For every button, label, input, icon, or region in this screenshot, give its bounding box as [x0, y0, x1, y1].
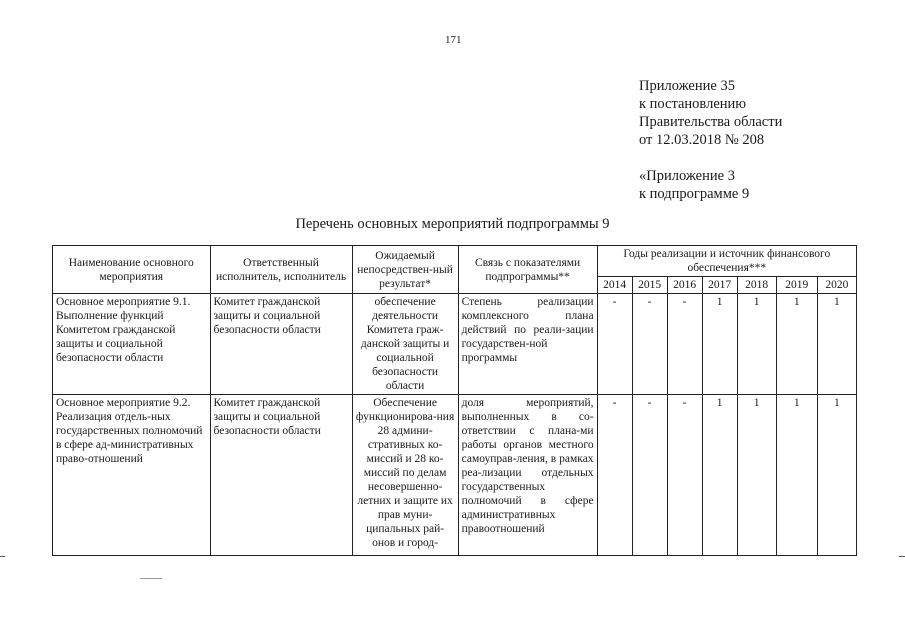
- cell-name: Основное мероприятие 9.1. Выполнение функций Комитетом гражданской защиты и социальной безопасности области: [53, 294, 211, 395]
- cell-year: 1: [776, 294, 817, 395]
- table-row: [53, 294, 857, 395]
- activities-table: [52, 245, 857, 556]
- header-result: Ожидаемый непосредствен-ный результат*: [352, 246, 458, 294]
- cell-year: -: [597, 395, 632, 556]
- cell-link: Степень реализации комплексного плана действий по реали-зации государствен-ной программы: [458, 294, 597, 395]
- cell-name: Основное мероприятие 9.2. Реализация отдель-ных государственных полномочий в сфере ад-министративных право-отношений: [53, 395, 211, 556]
- appendix-line: Приложение 35: [639, 78, 735, 94]
- page-number: 171: [445, 34, 462, 46]
- header-years-group: Годы реализации и источник финансового обеспечения***: [597, 246, 856, 277]
- cell-executor: Комитет гражданской защиты и социальной безопасности области: [210, 395, 352, 556]
- cell-result: Обеспечение функционирова-ния 28 админи-стративных ко-миссий и 28 ко-миссий по делам несовершенно-летних и защите их прав муни-ципальных рай-онов и город-: [352, 395, 458, 556]
- header-year: 2015: [632, 277, 667, 294]
- cell-result: обеспечение деятельности Комитета граж-данской защиты и социальной безопасности области: [352, 294, 458, 395]
- header-link: Связь с показателями подпрограммы**: [458, 246, 597, 294]
- scan-edge-mark: [0, 556, 5, 557]
- cell-year: 1: [702, 395, 737, 556]
- header-row: [53, 246, 857, 277]
- header-name: Наименование основного мероприятия: [53, 246, 211, 294]
- cell-link: доля мероприятий, выполненных в со-ответствии с плана-ми работы органов местного самоуправ-ления, в рамках реа-лизации отдельных государственных полномочий в сфере административных правоотношений: [458, 395, 597, 556]
- header-year: 2018: [737, 277, 776, 294]
- header-year: 2017: [702, 277, 737, 294]
- cell-executor: Комитет гражданской защиты и социальной безопасности области: [210, 294, 352, 395]
- cell-year: -: [667, 294, 702, 395]
- cell-year: -: [667, 395, 702, 556]
- cell-year: 1: [817, 294, 856, 395]
- appendix-block-2: [639, 167, 749, 203]
- appendix-block: [639, 77, 782, 149]
- header-executor: Ответственный исполнитель, исполнитель: [210, 246, 352, 294]
- header-year: 2020: [817, 277, 856, 294]
- cell-year: 1: [702, 294, 737, 395]
- table-row: [53, 395, 857, 556]
- cell-year: 1: [817, 395, 856, 556]
- header-year: 2019: [776, 277, 817, 294]
- cell-year: 1: [737, 395, 776, 556]
- scan-edge-mark: [140, 578, 162, 579]
- appendix-line: к подпрограмме 9: [639, 186, 750, 202]
- header-year: 2016: [667, 277, 702, 294]
- cell-year: -: [597, 294, 632, 395]
- appendix-line: к постановлению: [639, 96, 747, 112]
- cell-year: 1: [776, 395, 817, 556]
- document-title: Перечень основных мероприятий подпрограммы 9: [295, 216, 610, 232]
- cell-year: -: [632, 395, 667, 556]
- appendix-line: «Приложение 3: [639, 168, 735, 184]
- cell-year: 1: [737, 294, 776, 395]
- appendix-line: от 12.03.2018 № 208: [639, 132, 765, 148]
- scan-edge-mark: [899, 556, 905, 557]
- cell-year: -: [632, 294, 667, 395]
- header-year: 2014: [597, 277, 632, 294]
- appendix-line: Правительства области: [639, 114, 783, 130]
